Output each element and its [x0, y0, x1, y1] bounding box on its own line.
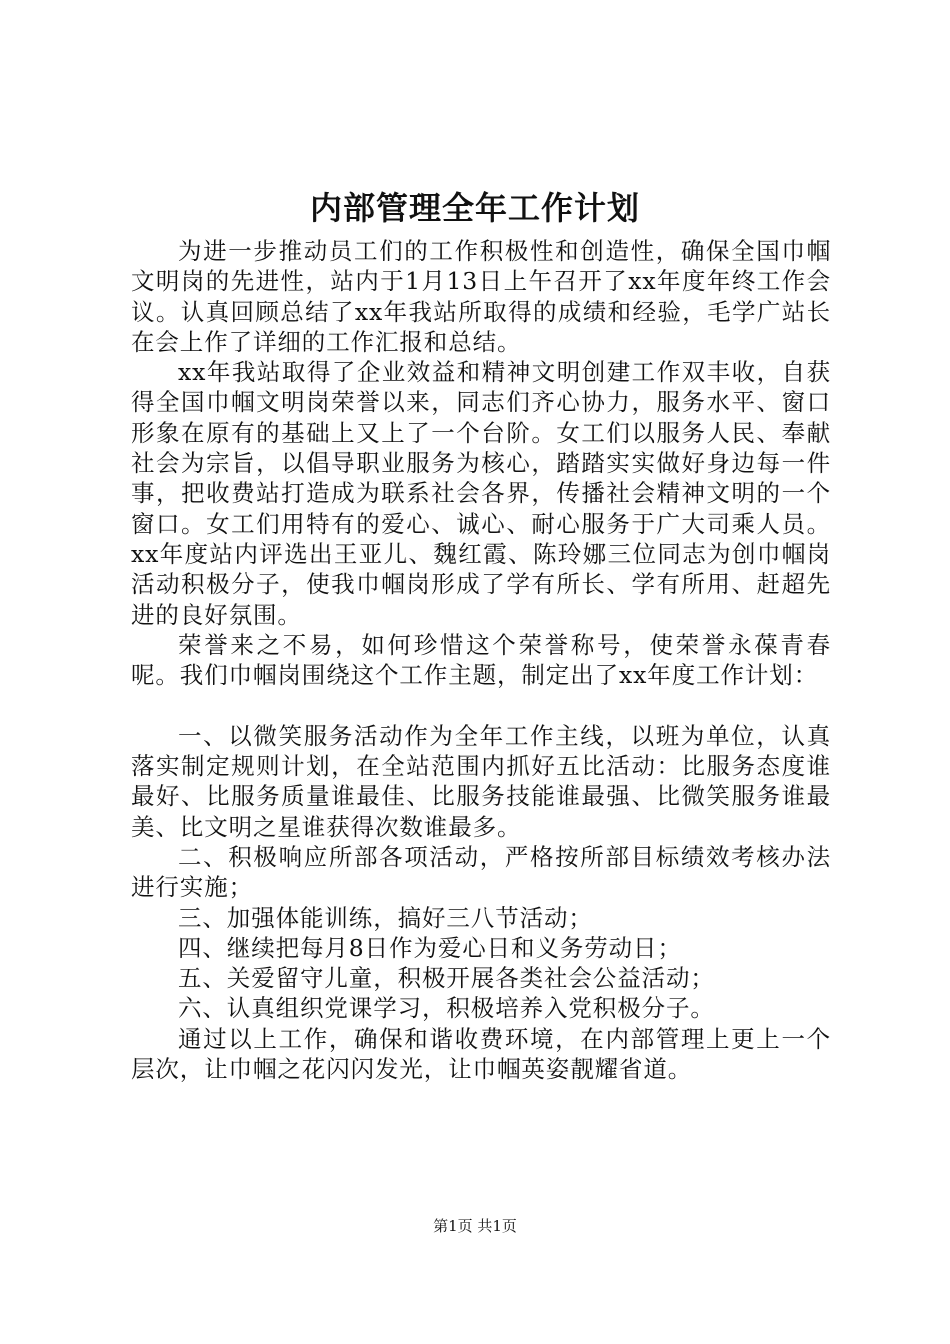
- page-footer: 第1页 共1页: [433, 1217, 517, 1235]
- document-body: [131, 236, 831, 1084]
- paragraph-achievements: xx年我站取得了企业效益和精神文明创建工作双丰收，自获得全国巾帼文明岗荣誉以来，同志们齐心协力，服务水平、窗口形象在原有的基础上又上了一个台阶。女工们以服务人民、奉献社会为宗旨，以倡导职业服务为核心，踏踏实实做好身边每一件事，把收费站打造成为联系社会各界，传播社会精神文明的一个窗口。女工们用特有的爱心、诚心、耐心服务于广大司乘人员。xx年度站内评选出王亚儿、魏红霞、陈玲娜三位同志为创巾帼岗活动积极分子，使我巾帼岗形成了学有所长、学有所用、赶超先进的良好氛围。: [131, 358, 831, 629]
- plan-item-1: 一、以微笑服务活动作为全年工作主线，以班为单位，认真落实制定规则计划，在全站范围内抓好五比活动：比服务态度谁最好、比服务质量谁最佳、比服务技能谁最强、比微笑服务谁最美、比文明之星谁获得次数谁最多。: [131, 721, 831, 841]
- plan-item-4: 四、继续把每月8日作为爱心日和义务劳动日；: [178, 933, 682, 962]
- paragraph-plan-intro: 荣誉来之不易，如何珍惜这个荣誉称号，使荣誉永葆青春呢。我们巾帼岗围绕这个工作主题，制定出了xx年度工作计划：: [131, 630, 831, 690]
- paragraph-intro: 为进一步推动员工们的工作积极性和创造性，确保全国巾帼文明岗的先进性，站内于1月13日上午召开了xx年度年终工作会议。认真回顾总结了xx年我站所取得的成绩和经验，毛学广站长在会上作了详细的工作汇报和总结。: [131, 237, 831, 356]
- paragraph-conclusion: 通过以上工作，确保和谐收费环境，在内部管理上更上一个层次，让巾帼之花闪闪发光，让巾帼英姿靓耀省道。: [131, 1024, 831, 1084]
- plan-item-6: 六、认真组织党课学习，积极培养入党积极分子。: [178, 994, 715, 1023]
- paragraph-spacer: [131, 690, 831, 720]
- document-title: 内部管理全年工作计划: [309, 189, 640, 227]
- plan-item-2: 二、积极响应所部各项活动，严格按所部目标绩效考核办法进行实施；: [131, 842, 831, 902]
- plan-item-3: 三、加强体能训练，搞好三八节活动；: [178, 903, 593, 932]
- plan-item-5: 五、关爱留守儿童，积极开展各类社会公益活动；: [178, 964, 715, 993]
